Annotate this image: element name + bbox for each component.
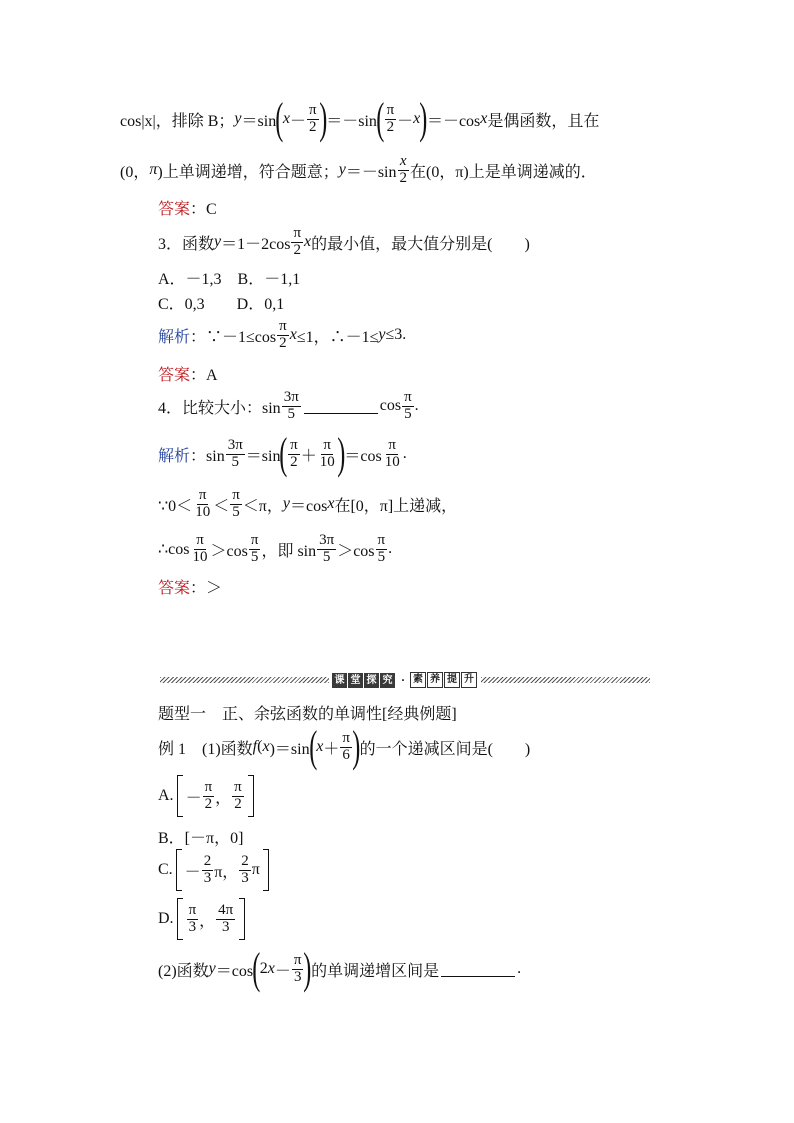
fraction bbox=[292, 953, 304, 986]
denominator: 2 bbox=[234, 795, 242, 812]
answer-label: 答案 bbox=[158, 200, 191, 218]
fraction bbox=[385, 103, 397, 136]
var-x: x bbox=[282, 110, 290, 127]
left-bracket bbox=[176, 849, 182, 891]
numerator: 3π bbox=[319, 531, 335, 548]
topic-heading bbox=[158, 700, 457, 724]
question-3-options-cd bbox=[158, 291, 284, 313]
solution-label: 解析 bbox=[158, 447, 191, 465]
fraction bbox=[376, 533, 388, 566]
numerator: π bbox=[279, 317, 287, 334]
denominator: 2 bbox=[399, 169, 407, 186]
left-bracket bbox=[177, 775, 183, 817]
fraction bbox=[187, 903, 199, 936]
text: . bbox=[517, 960, 522, 977]
left-paren: ( bbox=[252, 944, 261, 994]
denominator: 10 bbox=[192, 548, 208, 565]
numerator: 2 bbox=[203, 852, 212, 869]
text: π bbox=[251, 861, 260, 878]
text: ∵0＜ bbox=[158, 497, 193, 515]
denominator: 2 bbox=[293, 241, 301, 258]
right-bracket bbox=[263, 849, 269, 891]
question-3 bbox=[158, 222, 530, 262]
numerator: 3π bbox=[283, 388, 299, 405]
denominator: 5 bbox=[287, 405, 295, 422]
denominator: 6 bbox=[342, 746, 350, 763]
right-paren: ) bbox=[352, 722, 361, 772]
line-2 bbox=[120, 150, 597, 190]
denominator: 3 bbox=[203, 869, 212, 886]
text: ＝cos bbox=[344, 447, 382, 465]
question-4 bbox=[158, 386, 419, 426]
fraction bbox=[203, 780, 215, 813]
right-bracket bbox=[239, 898, 245, 940]
fraction bbox=[307, 103, 319, 136]
question-3-options-ab bbox=[158, 266, 300, 288]
answer-3 bbox=[158, 362, 218, 384]
options: C．0,3 D．0,1 bbox=[158, 295, 285, 313]
numerator: π bbox=[377, 531, 386, 548]
numerator: π bbox=[188, 901, 197, 918]
text: 在[0，π]上递减， bbox=[334, 497, 458, 515]
banner-char: 升 bbox=[461, 672, 477, 688]
var-y: y bbox=[338, 161, 346, 178]
heading-text: 题型一 正、余弦函数的单调性[经典例题] bbox=[158, 705, 457, 723]
answer-value: ：＞ bbox=[190, 579, 223, 597]
text: ＜π， bbox=[242, 497, 283, 515]
left-paren: ( bbox=[279, 429, 288, 479]
text: 的最小值，最大值分别是( ) bbox=[311, 235, 530, 253]
denominator: 5 bbox=[232, 503, 240, 520]
text: )＝sin bbox=[269, 740, 310, 758]
text: ＝cos bbox=[215, 962, 254, 980]
fraction bbox=[398, 154, 410, 187]
denominator: 10 bbox=[319, 453, 335, 470]
banner-hatch-left bbox=[160, 677, 329, 683]
left-paren: ( bbox=[308, 722, 317, 772]
answer-4 bbox=[158, 575, 222, 597]
solution-4-step-2 bbox=[158, 484, 457, 524]
var-pi: π bbox=[149, 161, 158, 178]
plus: ＋ bbox=[323, 740, 340, 758]
text: ＝－cos bbox=[426, 112, 481, 130]
banner-char: 究 bbox=[380, 673, 395, 688]
example-1-part-1 bbox=[158, 722, 531, 772]
denominator: 2 bbox=[386, 118, 395, 135]
denominator: 3 bbox=[293, 968, 302, 985]
numerator: π bbox=[196, 531, 204, 548]
numerator: π bbox=[293, 951, 302, 968]
fraction bbox=[383, 438, 402, 471]
minus: － bbox=[397, 112, 414, 130]
right-bracket bbox=[248, 775, 254, 817]
numerator: π bbox=[404, 388, 412, 405]
banner-char: 素 bbox=[410, 672, 426, 688]
banner-dot: · bbox=[401, 672, 406, 687]
fraction bbox=[318, 438, 337, 471]
var-x: x bbox=[316, 738, 324, 755]
comma: ， bbox=[215, 789, 232, 807]
section-banner bbox=[160, 673, 650, 687]
fraction bbox=[249, 533, 261, 566]
line-1 bbox=[120, 94, 600, 144]
option-label: D. bbox=[158, 910, 174, 927]
options: A．－1,3 B．－1,1 bbox=[158, 270, 301, 288]
banner-char: 提 bbox=[444, 672, 460, 688]
fraction bbox=[239, 854, 251, 887]
numerator: π bbox=[234, 778, 242, 795]
fraction bbox=[288, 438, 300, 471]
text: 是偶函数，且在 bbox=[487, 112, 600, 130]
fraction bbox=[193, 488, 212, 521]
text: ≤1，∴－1≤ bbox=[296, 328, 379, 346]
numerator: π bbox=[309, 101, 317, 118]
text: ＞cos bbox=[337, 542, 375, 560]
text: (0， bbox=[120, 163, 150, 181]
numerator: π bbox=[198, 486, 207, 503]
left-paren: ( bbox=[275, 94, 284, 144]
var-x: x bbox=[327, 495, 335, 512]
text: π， bbox=[214, 863, 239, 881]
text: 在(0，π)上是单调递减的． bbox=[410, 163, 597, 181]
fraction bbox=[226, 438, 245, 471]
answer-label: 答案 bbox=[158, 579, 191, 597]
text: ＝－sin bbox=[345, 163, 397, 181]
fraction bbox=[317, 533, 336, 566]
right-paren: ) bbox=[337, 429, 346, 479]
text: 的单调递增区间是 bbox=[311, 962, 440, 980]
option-a[interactable] bbox=[158, 774, 257, 818]
fraction bbox=[277, 319, 289, 352]
text: ＝sin bbox=[241, 112, 277, 130]
banner-hatch-right bbox=[481, 677, 650, 683]
right-paren: ) bbox=[318, 94, 327, 144]
text: ∴cos bbox=[158, 541, 190, 558]
numerator: π bbox=[293, 224, 302, 241]
text: 4．比较大小：sin bbox=[158, 399, 281, 417]
numerator: π bbox=[232, 486, 240, 503]
var-x: x bbox=[289, 326, 297, 343]
denominator: 5 bbox=[377, 548, 386, 565]
numerator: 2 bbox=[241, 852, 249, 869]
option-label: A. bbox=[158, 787, 174, 804]
banner-tag-1 bbox=[332, 673, 396, 688]
text: 例 1 (1)函数 bbox=[158, 740, 253, 758]
denominator: 3 bbox=[221, 918, 230, 935]
text: ＝1－2cos bbox=[221, 235, 291, 253]
text: (2)函数 bbox=[158, 962, 209, 980]
text: . bbox=[402, 445, 407, 462]
answer-value: ：C bbox=[190, 200, 217, 218]
fraction bbox=[232, 780, 244, 813]
fraction bbox=[230, 488, 242, 521]
var-x: x bbox=[267, 960, 275, 977]
numerator: 4π bbox=[218, 901, 234, 918]
text: ：∵－1≤cos bbox=[190, 328, 277, 346]
numerator: π bbox=[388, 436, 396, 453]
denominator: 3 bbox=[241, 869, 249, 886]
text: ，即 sin bbox=[261, 542, 317, 560]
text: )上单调递增，符合题意； bbox=[157, 163, 339, 181]
var-y: y bbox=[208, 960, 216, 977]
text: ＝sin bbox=[245, 447, 281, 465]
banner-char: 堂 bbox=[348, 673, 363, 688]
minus: － bbox=[185, 789, 202, 807]
answer-label: 答案 bbox=[158, 366, 191, 384]
denominator: 2 bbox=[309, 118, 317, 135]
text: ≤3. bbox=[385, 326, 407, 343]
denominator: 2 bbox=[204, 795, 213, 812]
left-bracket bbox=[177, 898, 183, 940]
var-x: x bbox=[413, 110, 421, 127]
numerator: π bbox=[386, 101, 395, 118]
fraction bbox=[191, 533, 210, 566]
example-1-part-2 bbox=[158, 944, 522, 994]
text: 的一个递减区间是( ) bbox=[359, 740, 531, 758]
option-c[interactable] bbox=[158, 848, 272, 892]
right-paren: ) bbox=[419, 94, 428, 144]
var-x: x bbox=[262, 738, 270, 755]
numerator: π bbox=[342, 729, 350, 746]
text: . bbox=[388, 540, 393, 557]
text: ＜ bbox=[213, 497, 230, 515]
numerator: π bbox=[204, 778, 213, 795]
comma: ， bbox=[199, 912, 216, 930]
var-y: y bbox=[378, 326, 386, 343]
numerator: π bbox=[290, 436, 298, 453]
text: 3．函数 bbox=[158, 235, 215, 253]
plus: ＋ bbox=[300, 447, 317, 465]
option-d[interactable] bbox=[158, 897, 248, 941]
option-label: C. bbox=[158, 861, 173, 878]
var-y: y bbox=[282, 495, 290, 512]
fraction bbox=[340, 731, 352, 764]
var-x: x bbox=[304, 233, 312, 250]
right-paren: ) bbox=[303, 944, 312, 994]
answer-value: ：A bbox=[190, 366, 218, 384]
text: cos|x|，排除 B； bbox=[120, 112, 235, 130]
solution-3 bbox=[158, 315, 406, 355]
banner-char: 养 bbox=[427, 672, 443, 688]
numerator: 3π bbox=[227, 436, 243, 453]
left-paren: ( bbox=[376, 94, 385, 144]
numerator: x bbox=[399, 152, 407, 169]
banner-tag-2 bbox=[410, 672, 478, 688]
denominator: 10 bbox=[195, 503, 211, 520]
solution-4-step-3 bbox=[158, 529, 392, 569]
text: cos bbox=[379, 397, 402, 414]
text: ( bbox=[257, 738, 263, 755]
text: ＝－sin bbox=[326, 112, 377, 130]
denominator: 3 bbox=[188, 918, 197, 935]
var-f: f bbox=[252, 738, 258, 755]
text: . bbox=[414, 397, 419, 414]
denominator: 10 bbox=[384, 453, 400, 470]
fraction bbox=[291, 226, 303, 259]
solution-4 bbox=[158, 429, 407, 479]
answer-1 bbox=[158, 196, 217, 218]
denominator: 5 bbox=[404, 405, 412, 422]
text: ＞cos bbox=[210, 542, 248, 560]
denominator: 2 bbox=[279, 334, 287, 351]
minus: － bbox=[289, 112, 306, 130]
numerator: π bbox=[250, 531, 259, 548]
text: ＝cos bbox=[289, 497, 328, 515]
denominator: 5 bbox=[231, 453, 239, 470]
option-b[interactable] bbox=[158, 825, 243, 847]
text: ：sin bbox=[190, 447, 225, 465]
answer-blank[interactable] bbox=[441, 962, 515, 977]
fraction bbox=[202, 854, 214, 887]
answer-blank[interactable] bbox=[304, 399, 378, 414]
denominator: 5 bbox=[322, 548, 331, 565]
denominator: 2 bbox=[290, 453, 298, 470]
fraction bbox=[216, 903, 235, 936]
fraction bbox=[402, 390, 414, 423]
banner-char: 探 bbox=[364, 673, 379, 688]
var-y: y bbox=[234, 110, 242, 127]
denominator: 5 bbox=[250, 548, 259, 565]
coefficient: 2 bbox=[259, 960, 268, 977]
solution-label: 解析 bbox=[158, 328, 191, 346]
banner-char: 课 bbox=[332, 673, 347, 688]
fraction bbox=[282, 390, 301, 423]
minus: － bbox=[274, 962, 291, 980]
minus: － bbox=[184, 863, 201, 881]
var-x: x bbox=[480, 110, 488, 127]
option-text: B．[－π，0] bbox=[158, 829, 244, 847]
numerator: π bbox=[323, 436, 331, 453]
var-y: y bbox=[214, 233, 222, 250]
